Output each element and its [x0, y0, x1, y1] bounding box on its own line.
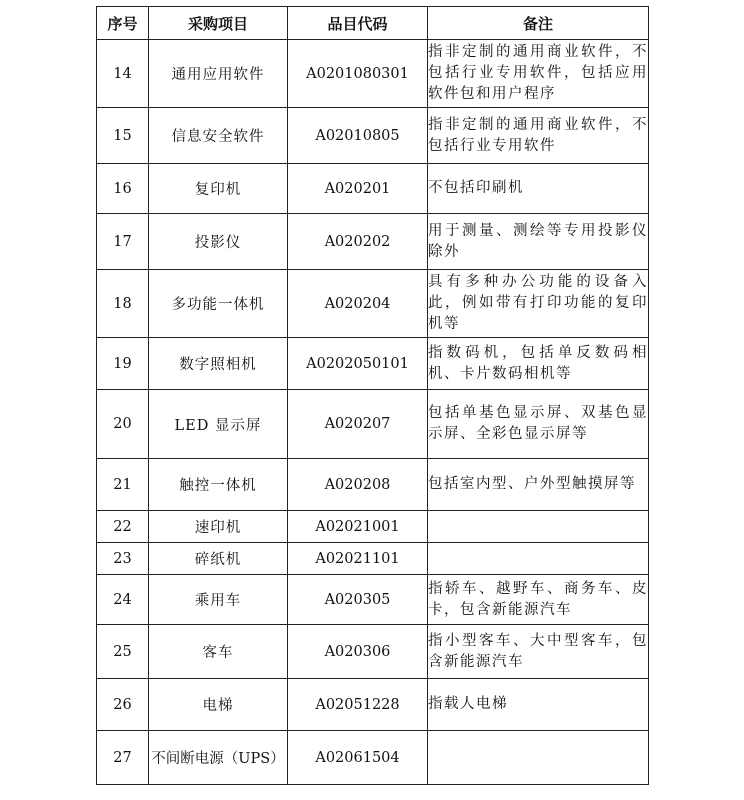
cell-item: 信息安全软件 [149, 108, 288, 164]
cell-no: 16 [97, 164, 149, 214]
cell-code: A020305 [288, 575, 428, 625]
cell-item: 乘用车 [149, 575, 288, 625]
cell-item: 复印机 [149, 164, 288, 214]
table-row [97, 108, 649, 164]
cell-note: 包括室内型、户外型触摸屏等 [428, 459, 649, 511]
cell-code: A02021101 [288, 543, 428, 575]
cell-code: A02051228 [288, 679, 428, 731]
table-row [97, 40, 649, 108]
table-row [97, 338, 649, 390]
cell-no: 21 [97, 459, 149, 511]
cell-code: A020207 [288, 390, 428, 459]
cell-no: 14 [97, 40, 149, 108]
table-row [97, 214, 649, 270]
cell-note: 不包括印刷机 [428, 164, 649, 214]
table-row [97, 625, 649, 679]
table-row [97, 270, 649, 338]
cell-no: 25 [97, 625, 149, 679]
procurement-catalog-table [96, 6, 649, 785]
cell-no: 18 [97, 270, 149, 338]
cell-no: 22 [97, 511, 149, 543]
cell-item: 电梯 [149, 679, 288, 731]
header-no: 序号 [97, 7, 149, 40]
cell-code: A020201 [288, 164, 428, 214]
cell-note [428, 731, 649, 785]
header-note: 备注 [428, 7, 649, 40]
cell-code: A020306 [288, 625, 428, 679]
table-header-row [97, 7, 649, 40]
cell-note: 指轿车、越野车、商务车、皮卡，包含新能源汽车 [428, 575, 649, 625]
cell-no: 15 [97, 108, 149, 164]
cell-item: LED 显示屏 [149, 390, 288, 459]
cell-item: 碎纸机 [149, 543, 288, 575]
header-item: 采购项目 [149, 7, 288, 40]
cell-note [428, 543, 649, 575]
cell-code: A0202050101 [288, 338, 428, 390]
cell-item: 通用应用软件 [149, 40, 288, 108]
cell-note: 指非定制的通用商业软件，不包括行业专用软件 [428, 108, 649, 164]
cell-code: A02061504 [288, 731, 428, 785]
table-row [97, 543, 649, 575]
cell-code: A0201080301 [288, 40, 428, 108]
cell-note [428, 511, 649, 543]
cell-no: 24 [97, 575, 149, 625]
cell-note: 具有多种办公功能的设备入此，例如带有打印功能的复印机等 [428, 270, 649, 338]
cell-note: 指小型客车、大中型客车，包含新能源汽车 [428, 625, 649, 679]
table-row [97, 164, 649, 214]
cell-item: 数字照相机 [149, 338, 288, 390]
cell-no: 20 [97, 390, 149, 459]
table-row [97, 459, 649, 511]
cell-note: 指载人电梯 [428, 679, 649, 731]
cell-note: 用于测量、测绘等专用投影仪除外 [428, 214, 649, 270]
cell-item: 投影仪 [149, 214, 288, 270]
cell-item: 多功能一体机 [149, 270, 288, 338]
cell-item: 客车 [149, 625, 288, 679]
cell-code: A020204 [288, 270, 428, 338]
cell-no: 23 [97, 543, 149, 575]
cell-code: A02021001 [288, 511, 428, 543]
header-code: 品目代码 [288, 7, 428, 40]
cell-code: A02010805 [288, 108, 428, 164]
table-row [97, 511, 649, 543]
cell-code: A020208 [288, 459, 428, 511]
table-row [97, 390, 649, 459]
cell-no: 19 [97, 338, 149, 390]
table-row [97, 575, 649, 625]
cell-note: 指数码机，包括单反数码相机、卡片数码相机等 [428, 338, 649, 390]
cell-note: 指非定制的通用商业软件，不包括行业专用软件，包括应用软件包和用户程序 [428, 40, 649, 108]
cell-no: 26 [97, 679, 149, 731]
cell-item: 速印机 [149, 511, 288, 543]
cell-item: 不间断电源（UPS） [149, 731, 288, 785]
cell-no: 17 [97, 214, 149, 270]
cell-no: 27 [97, 731, 149, 785]
table-row [97, 679, 649, 731]
cell-item: 触控一体机 [149, 459, 288, 511]
cell-code: A020202 [288, 214, 428, 270]
table-row [97, 731, 649, 785]
cell-note: 包括单基色显示屏、双基色显示屏、全彩色显示屏等 [428, 390, 649, 459]
